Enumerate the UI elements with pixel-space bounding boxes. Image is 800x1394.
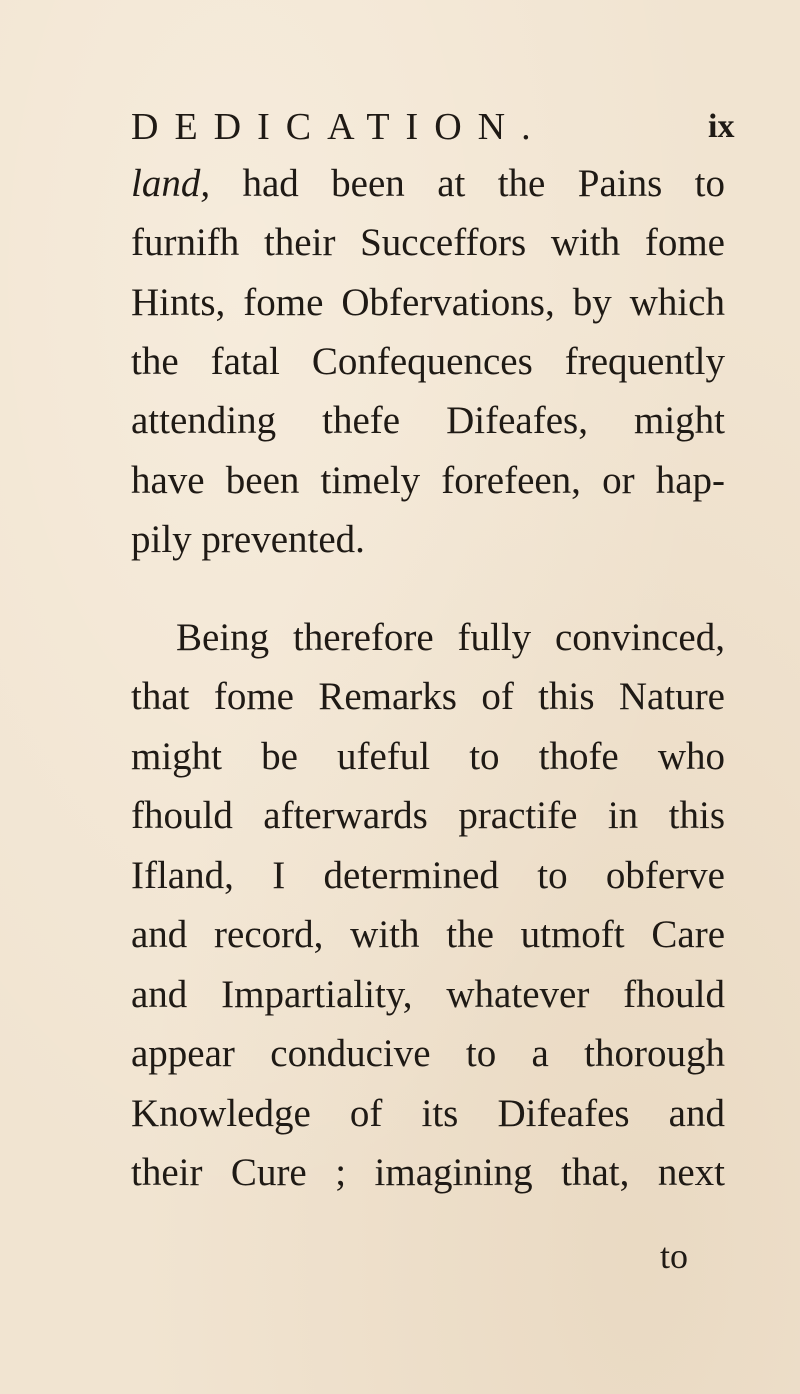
italic-word: land, [131, 162, 211, 205]
page-header [131, 102, 721, 152]
text-line: appear conducive to a thorough [131, 1032, 725, 1075]
text-line: might be ufeful to thofe who [131, 735, 725, 778]
page-number: ix [708, 108, 735, 145]
running-title: DEDICATION. [131, 106, 547, 148]
text-line: land, had been at the Pains to [131, 162, 725, 205]
text-line: Hints, fome Obfervations, by which [131, 281, 725, 324]
text-line: their Cure ; imagining that, next [131, 1151, 725, 1194]
text-line: fhould afterwards practife in this [131, 794, 725, 837]
text-line: Being therefore fully convinced, [176, 616, 725, 659]
text-line: Knowledge of its Difeafes and [131, 1092, 725, 1135]
text-line: that fome Remarks of this Nature [131, 675, 725, 718]
text-line: and record, with the utmoft Care [131, 913, 725, 956]
text-line: Ifland, I determined to obferve [131, 854, 725, 897]
text-line: attending thefe Difeafes, might [131, 399, 725, 442]
catchword: to [660, 1236, 689, 1276]
text-line: pily prevented. [131, 518, 365, 561]
text-line: the fatal Confequences frequently [131, 340, 725, 383]
text-line: have been timely forefeen, or hap- [131, 459, 725, 502]
text-line: and Impartiality, whatever fhould [131, 973, 725, 1016]
text-line: furnifh their Succeffors with fome [131, 221, 725, 264]
